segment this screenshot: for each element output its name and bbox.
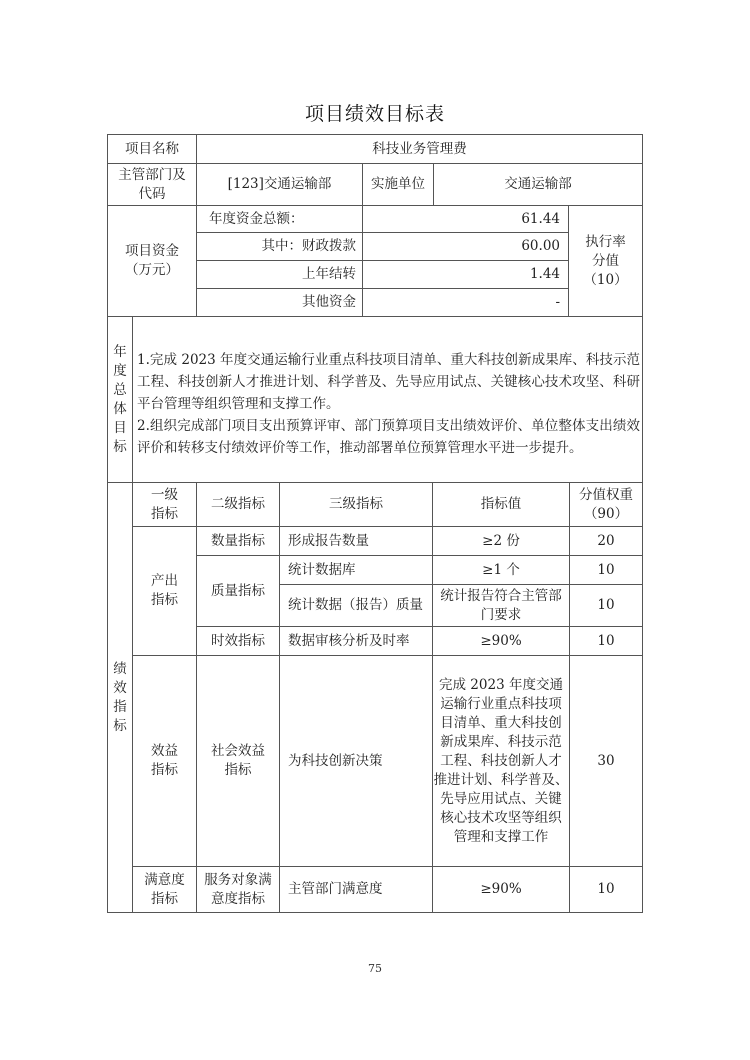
impl-unit-value: 交通运输部 [504, 176, 572, 192]
value-line: 推进计划、科学普及、 [433, 771, 569, 788]
quantity-level3: 形成报告数量 [288, 532, 369, 549]
goal-item: 1.完成 2023 年度交通运输行业重点科技项目清单、重大科技创新成果库、科技示范工程、科技创新人才推进计划、科学普及、先导应用试点、关键核心技术攻坚、科研平台管理等组织管理和支撑工作。 [137, 352, 640, 412]
dept-label-line: 代码 [138, 185, 166, 202]
value-line: 工程、科技创新人才 [440, 752, 562, 769]
header-line: 一级 [151, 486, 178, 503]
funds-other-label: 其他资金 [302, 294, 356, 310]
quality-report-level3: 统计数据（报告）质量 [288, 597, 423, 613]
dept-label-line: 主管部门及 [118, 166, 186, 183]
quality-level2: 质量指标 [211, 582, 265, 599]
header-line: 指标 [151, 505, 178, 522]
satisfaction-level1 [133, 867, 196, 912]
funds-total-value: 61.44 [521, 210, 560, 227]
satisfaction-value: ≥90% [480, 881, 522, 897]
level1-line: 产出 [151, 573, 178, 589]
funds-fiscal-label: 其中：财政拨款 [261, 238, 356, 254]
quantity-weight: 20 [597, 532, 615, 549]
funds-label-line: （万元） [125, 262, 179, 278]
page-number: 75 [368, 962, 382, 975]
quality-database-value: ≥1 个 [482, 561, 520, 578]
timeliness-value: ≥90% [480, 632, 522, 649]
funds-fiscal-value: 60.00 [521, 238, 560, 254]
funds-label-line: 项目资金 [125, 243, 179, 259]
indicators-side-label [108, 483, 132, 912]
header-value: 指标值 [480, 496, 522, 512]
header-level2: 二级指标 [211, 496, 265, 512]
dept-label [108, 164, 196, 205]
impl-unit-label: 实施单位 [371, 176, 425, 192]
value-line: 目清单、重大科技创 [440, 714, 562, 731]
side-label-char: 标 [113, 717, 127, 734]
benefit-level1 [133, 656, 196, 866]
annual-goal-label [108, 317, 132, 482]
value-line: 新成果库、科技示范 [440, 733, 562, 750]
goal-label-char: 目 [113, 419, 127, 436]
goal-label-char: 体 [113, 400, 127, 417]
header-level3: 三级指标 [329, 496, 383, 512]
level1-line: 效益 [151, 743, 178, 759]
rule [107, 912, 643, 913]
benefit-level3: 为科技创新决策 [288, 752, 383, 769]
timeliness-level2: 时效指标 [211, 632, 265, 649]
quality-database-level3: 统计数据库 [288, 561, 356, 578]
quality-database-weight: 10 [597, 561, 615, 578]
header-level1 [133, 483, 196, 526]
level2-line: 社会效益 [211, 743, 265, 759]
value-line: 运输行业重点科技项 [440, 695, 562, 712]
score-line: 执行率 [585, 233, 626, 250]
side-label-char: 绩 [113, 660, 127, 677]
goal-label-char: 年 [113, 343, 127, 360]
goal-label-char: 标 [113, 438, 127, 455]
goal-label-char: 度 [113, 362, 127, 379]
project-name-label: 项目名称 [125, 140, 179, 157]
dept-value: [123]交通运输部 [227, 176, 332, 192]
satisfaction-level2 [197, 867, 279, 912]
side-label-char: 效 [113, 679, 127, 696]
rule [107, 316, 643, 317]
value-line: 先导应用试点、关键 [440, 790, 562, 807]
execution-rate-score [569, 206, 642, 316]
quality-report-weight: 10 [597, 597, 615, 613]
funds-carryover-label: 上年结转 [302, 266, 356, 282]
benefit-weight: 30 [597, 752, 615, 769]
level2-line: 服务对象满 [204, 871, 272, 888]
value-line: 完成 2023 年度交通 [439, 676, 563, 693]
value-line: 管理和支撑工作 [453, 828, 549, 845]
satisfaction-level3: 主管部门满意度 [288, 881, 383, 897]
timeliness-weight: 10 [597, 632, 615, 649]
project-name-value: 科技业务管理费 [372, 140, 467, 157]
satisfaction-weight: 10 [597, 881, 615, 897]
timeliness-level3: 数据审核分析及时率 [288, 632, 410, 649]
rule [642, 134, 643, 913]
level1-line: 指标 [151, 890, 178, 907]
quality-report-value [433, 585, 569, 626]
page-title: 项目绩效目标表 [304, 103, 445, 125]
side-label-char: 指 [113, 698, 127, 715]
funds-total-label: 年度资金总额： [209, 210, 304, 227]
funds-other-value: - [555, 294, 560, 310]
level2-line: 指标 [224, 762, 252, 778]
value-line: 统计报告符合主管部 [440, 587, 562, 604]
goal-label-char: 总 [113, 381, 127, 398]
level2-line: 意度指标 [211, 890, 265, 907]
benefit-value [433, 656, 569, 866]
quantity-value: ≥2 份 [482, 532, 520, 549]
header-line: 分值权重 [579, 486, 633, 503]
output-level1 [133, 527, 196, 655]
benefit-level2 [197, 656, 279, 866]
level1-line: 指标 [151, 592, 178, 608]
level1-line: 指标 [151, 762, 178, 778]
funds-label [108, 206, 196, 316]
value-line: 核心技术攻坚等组织 [440, 809, 562, 826]
header-line: （90） [583, 505, 629, 522]
goal-item: 2.组织完成部门项目支出预算评审、部门预算项目支出绩效评价、单位整体支出绩效评价和转移支付绩效评价等工作，推动部署单位预算管理水平进一步提升。 [137, 418, 640, 456]
header-weight [570, 483, 642, 526]
score-line: （10） [583, 271, 628, 288]
quantity-level2: 数量指标 [211, 532, 265, 549]
funds-carryover-value: 1.44 [529, 266, 560, 282]
annual-goal-text [137, 349, 640, 459]
level1-line: 满意度 [144, 871, 185, 888]
score-line: 分值 [592, 252, 619, 269]
value-line: 门要求 [480, 606, 522, 623]
